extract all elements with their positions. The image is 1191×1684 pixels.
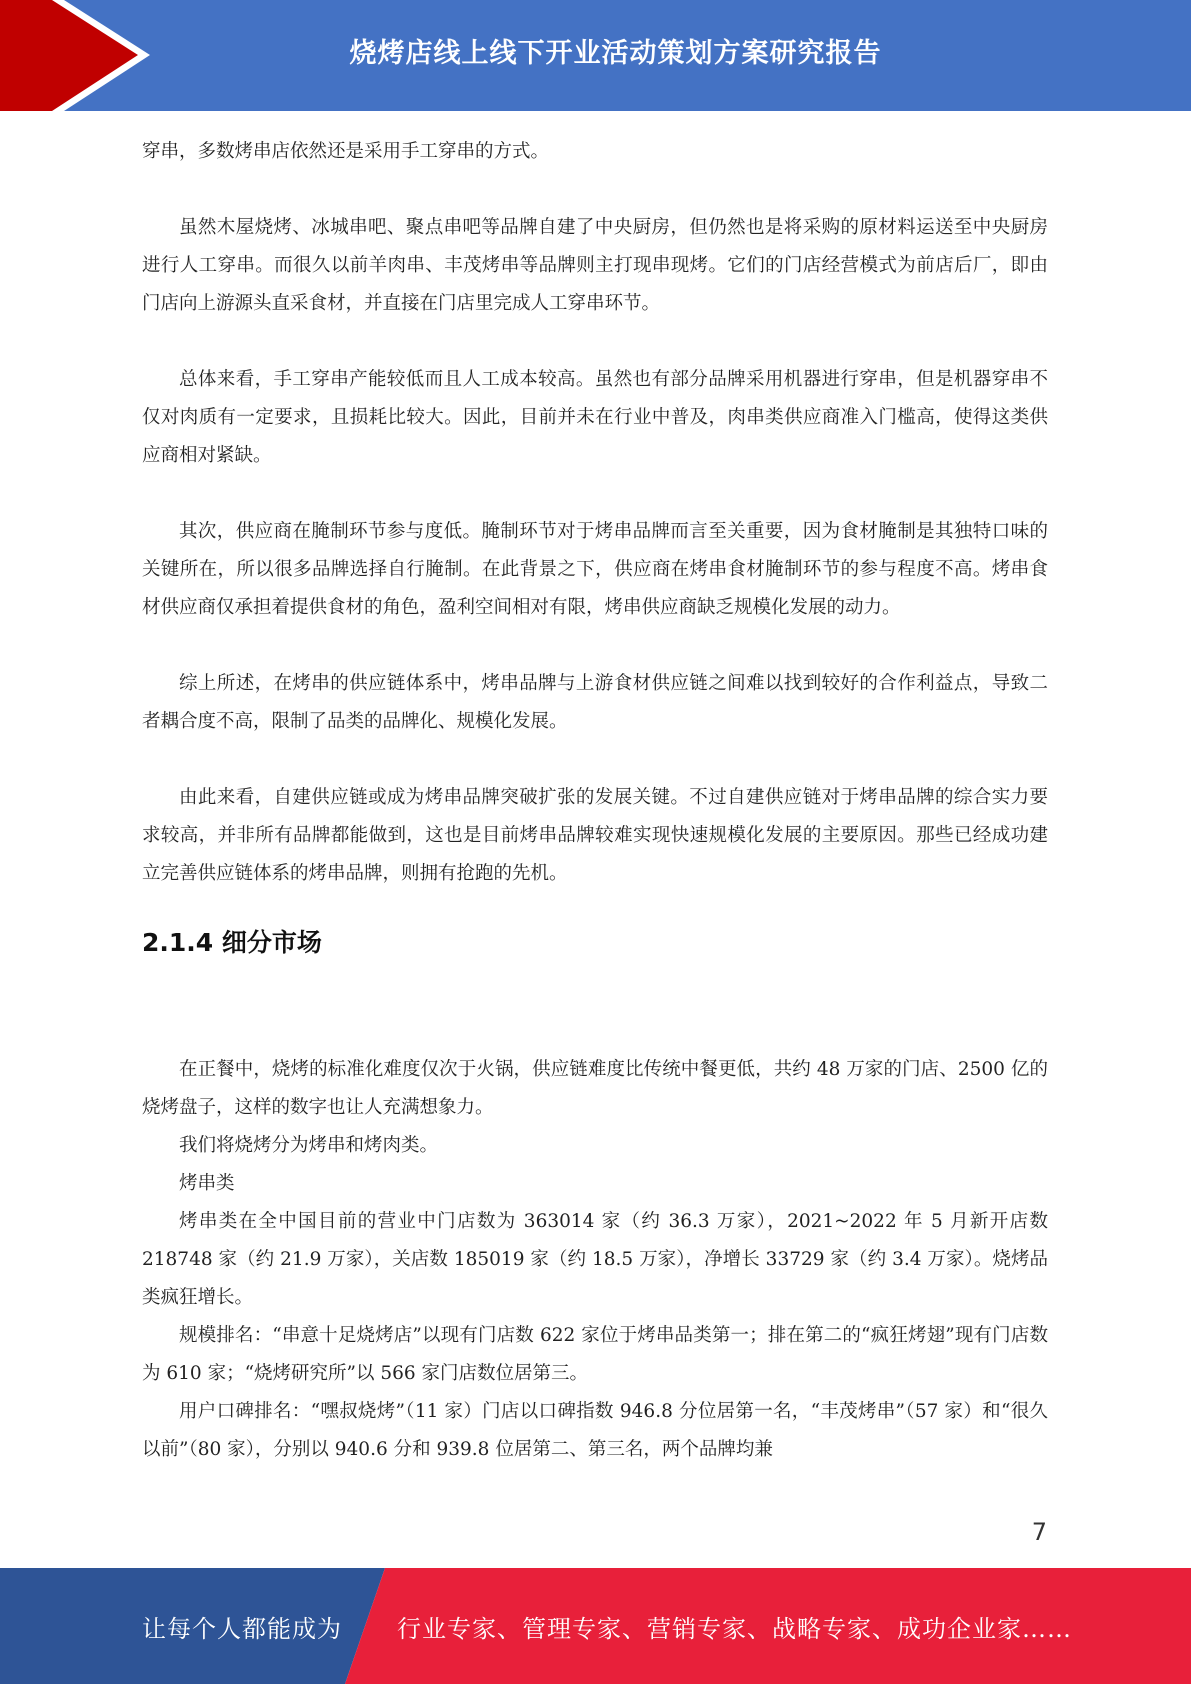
document-body: [142, 133, 1048, 1469]
paragraph: 由此来看，自建供应链或成为烤串品牌突破扩张的发展关键。不过自建供应链对于烤串品牌的综合实力要求较高，并非所有品牌都能做到，这也是目前烤串品牌较难实现快速规模化发展的主要原因。那些已经成功建立完善供应链体系的烤串品牌，则拥有抢跑的先机。: [142, 787, 1048, 884]
page-footer: [0, 1568, 1191, 1684]
paragraph: 用户口碑排名：“嘿叔烧烤”（11 家）门店以口碑指数 946.8 分位居第一名，“丰茂烤串”（57 家）和“很久以前”（80 家），分别以 940.6 分和 939.8 位居第二、第三名，两个品牌均兼: [142, 1401, 1048, 1460]
page-header: [0, 0, 1191, 111]
paragraph: 在正餐中，烧烤的标准化难度仅次于火锅，供应链难度比传统中餐更低，共约 48 万家的门店、2500 亿的烧烤盘子，这样的数字也让人充满想象力。: [142, 1059, 1048, 1118]
paragraph: 穿串，多数烤串店依然还是采用手工穿串的方式。: [142, 141, 550, 162]
paragraph: 虽然木屋烧烤、冰城串吧、聚点串吧等品牌自建了中央厨房，但仍然也是将采购的原材料运送至中央厨房进行人工穿串。而很久以前羊肉串、丰茂烤串等品牌则主打现串现烤。它们的门店经营模式为前店后厂，即由门店向上游源头直采食材，并直接在门店里完成人工穿串环节。: [142, 217, 1048, 314]
paragraph: 综上所述，在烤串的供应链体系中，烤串品牌与上游食材供应链之间难以找到较好的合作利益点，导致二者耦合度不高，限制了品类的品牌化、规模化发展。: [142, 673, 1048, 732]
paragraph: 烤串类: [179, 1173, 235, 1194]
paragraph: 总体来看，手工穿串产能较低而且人工成本较高。虽然也有部分品牌采用机器进行穿串，但是机器穿串不仅对肉质有一定要求，且损耗比较大。因此，目前并未在行业中普及，肉串类供应商准入门槛高，使得这类供应商相对紧缺。: [142, 369, 1048, 466]
report-title: 烧烤店线上线下开业活动策划方案研究报告: [349, 37, 882, 69]
paragraph: 规模排名：“串意十足烧烤店”以现有门店数 622 家位于烤串品类第一；排在第二的“疯狂烤翅”现有门店数为 610 家；“烧烤研究所”以 566 家门店数位居第三。: [142, 1325, 1048, 1384]
footer-slogan-left: 让每个人都能成为: [142, 1614, 342, 1643]
paragraph: 烤串类在全中国目前的营业中门店数为 363014 家（约 36.3 万家），2021~2022 年 5 月新开店数 218748 家（约 21.9 万家），关店数 185019 家（约 18.5 万家），净增长 33729 家（约 3.4 万家）。烧烤品类疯狂增长。: [142, 1211, 1048, 1308]
paragraph: 其次，供应商在腌制环节参与度低。腌制环节对于烤串品牌而言至关重要，因为食材腌制是其独特口味的关键所在，所以很多品牌选择自行腌制。在此背景之下，供应商在烤串食材腌制环节的参与程度不高。烤串食材供应商仅承担着提供食材的角色，盈利空间相对有限，烤串供应商缺乏规模化发展的动力。: [142, 521, 1048, 618]
paragraph: 我们将烧烤分为烤串和烤肉类。: [179, 1135, 439, 1156]
page-number: 7: [1031, 1518, 1047, 1546]
footer-slogan-right: 行业专家、管理专家、营销专家、战略专家、成功企业家……: [397, 1614, 1072, 1643]
section-heading: 2.1.4 细分市场: [142, 928, 322, 957]
